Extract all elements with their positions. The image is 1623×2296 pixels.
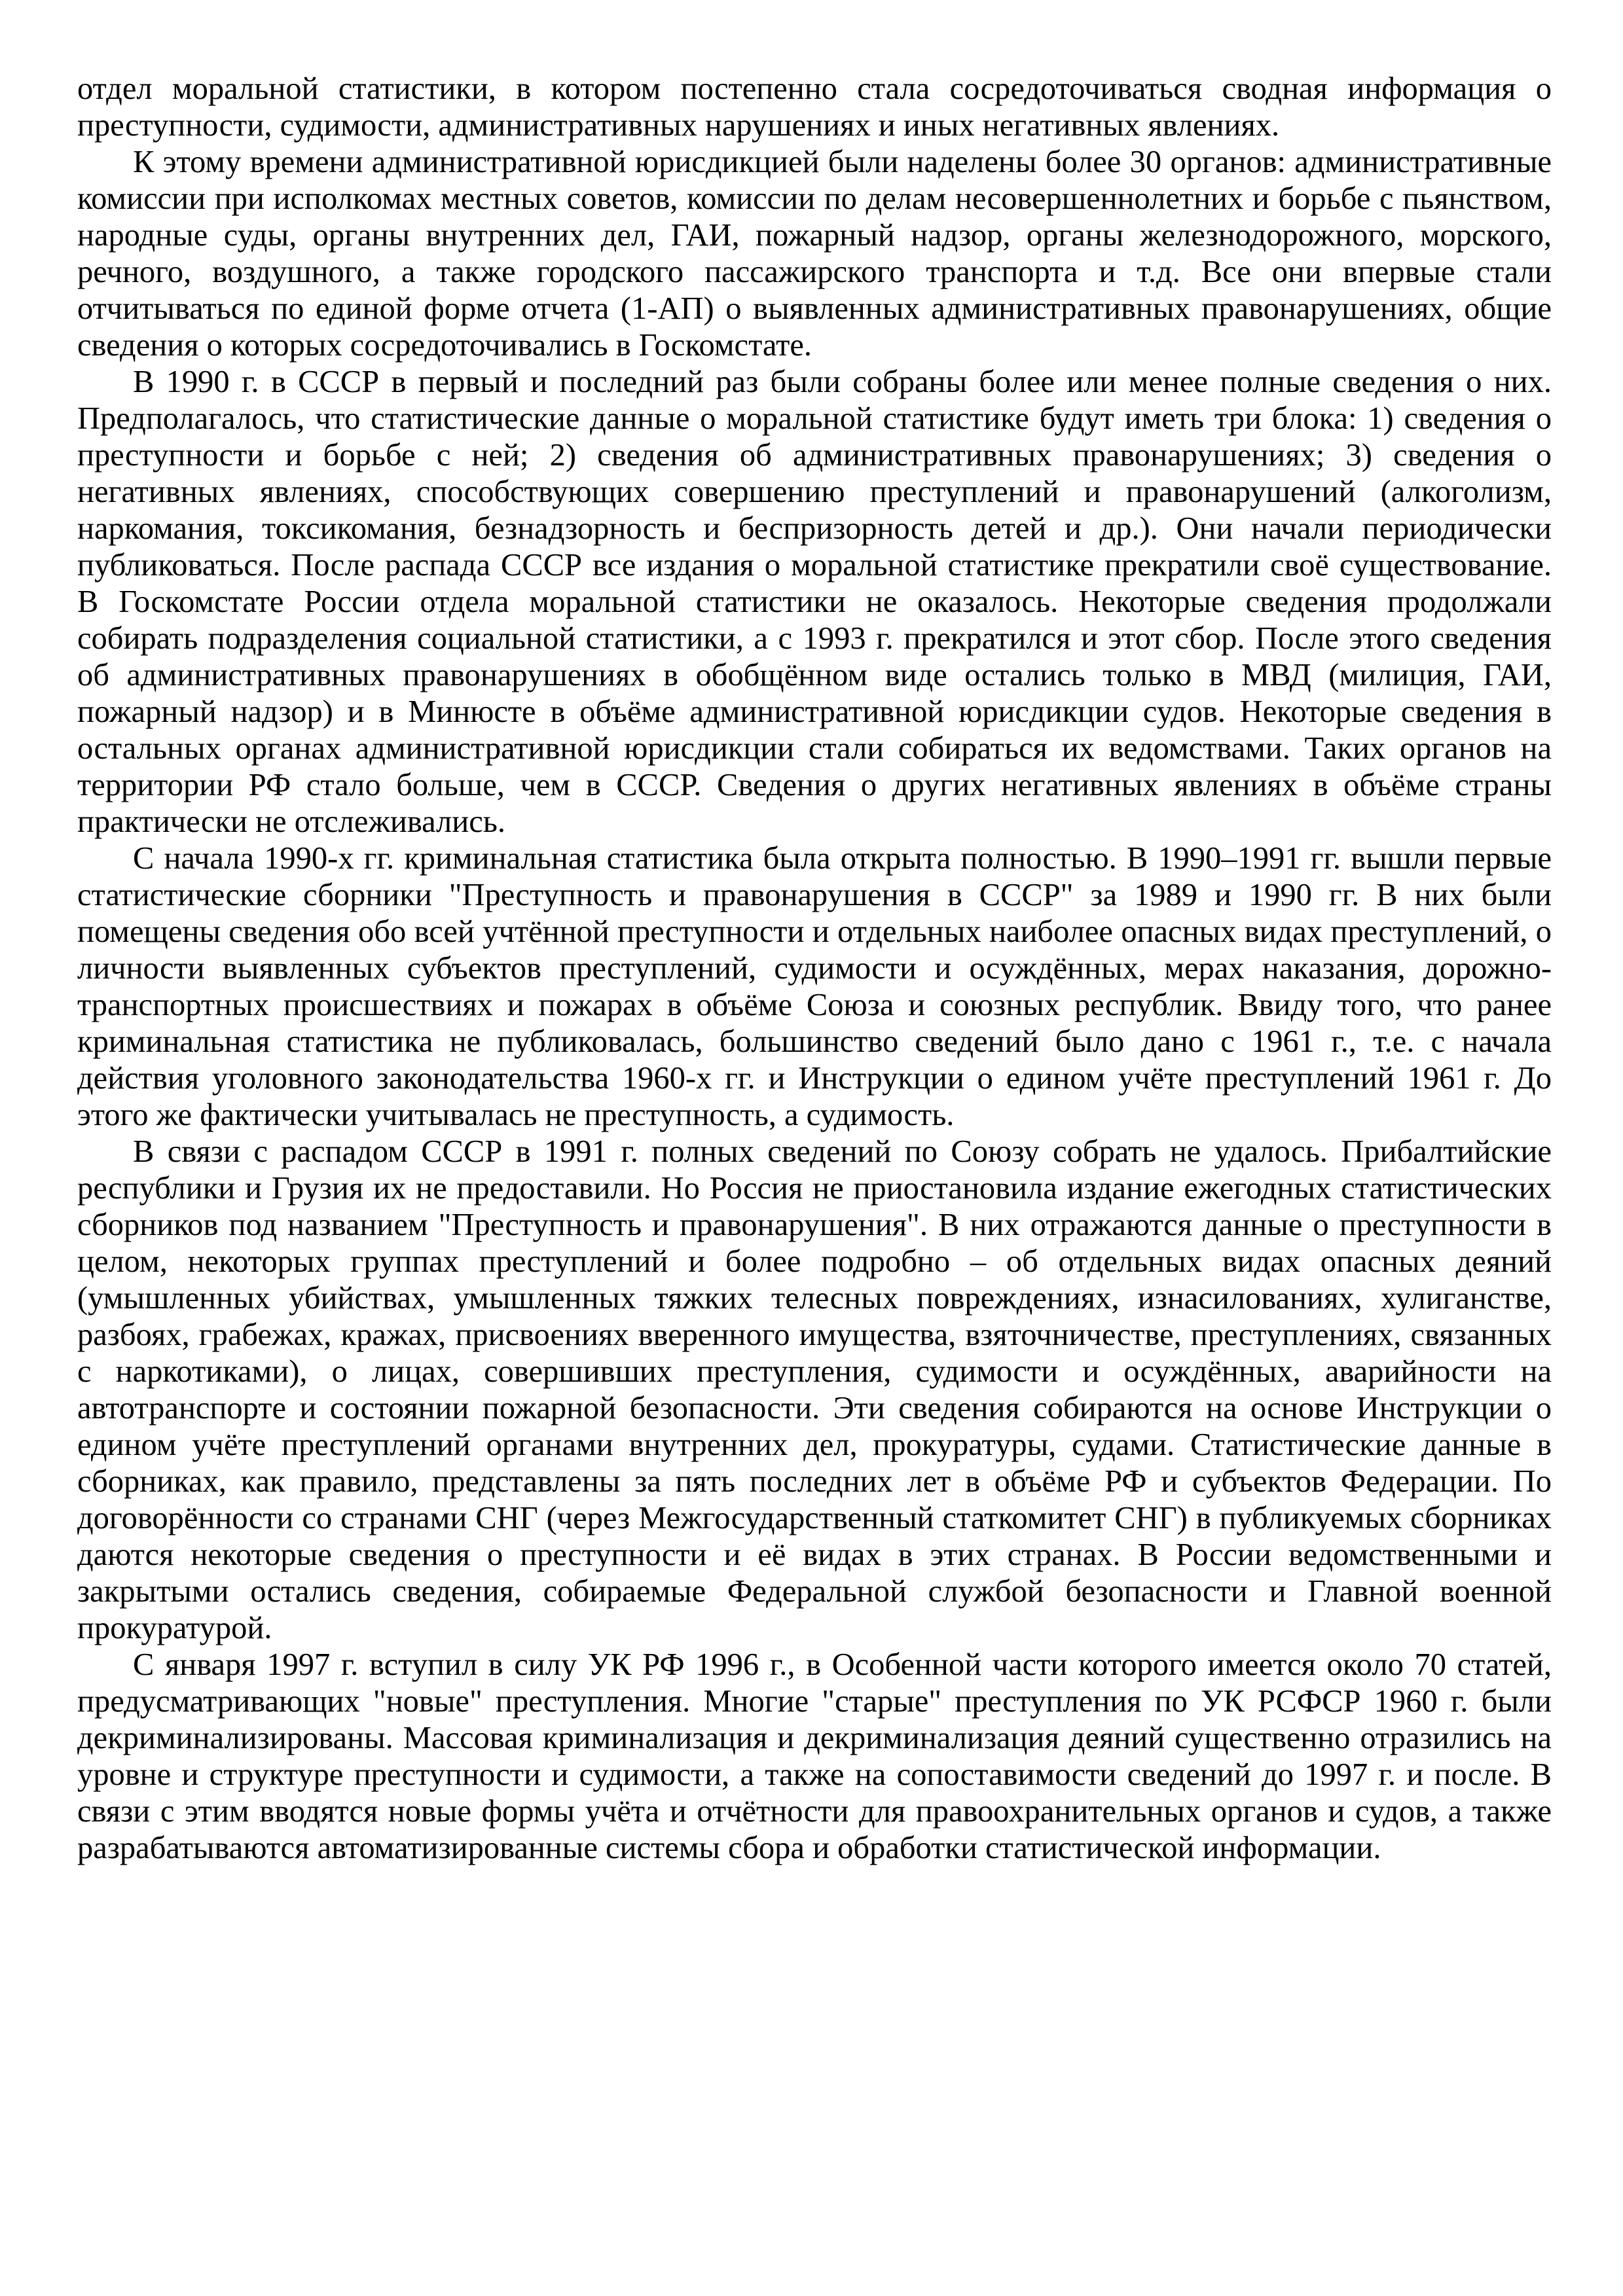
paragraph-administrative-jurisdiction: К этому времени административной юрисдикцией были наделены более 30 органов: административные комиссии при исполкомах местных советов, комиссии по делам несовершеннолетних и борьбе с пьянством, народные суды, органы внутренних дел, ГАИ, пожарный надзор, органы железнодорожного, морского, речного, воздушного, а также городского пассажирского транспорта и т.д. Все они впервые стали отчитываться по единой форме отчета (1-АП) о выявленных административных правонарушениях, общие сведения о которых сосредоточивались в Госкомстате. <box>77 145 1552 363</box>
paragraph-criminal-code-1997: С января 1997 г. вступил в силу УК РФ 1996 г., в Особенной части которого имеется около 70 статей, предусматривающих "новые" преступления. Многие "старые" преступления по УК РСФСР 1960 г. были декриминализированы. Массовая криминализация и декриминализация деяний существенно отразились на уровне и структуре преступности и судимости, а также на сопоставимости сведений до 1997 г. и после. В связи с этим вводятся новые формы учёта и отчётности для правоохранительных органов и судов, а также разрабатываются автоматизированные системы сбора и обработки статистической информации. <box>77 1647 1552 1865</box>
paragraph-continuation: отдел моральной статистики, в котором постепенно стала сосредоточиваться сводная информация о преступности, судимости, административных нарушениях и иных негативных явлениях. <box>77 71 1552 143</box>
paragraph-ussr-collapse: В связи с распадом СССР в 1991 г. полных сведений по Союзу собрать не удалось. Прибалтийские республики и Грузия их не предоставили. Но Россия не приостановила издание ежегодных статистических сборников под названием "Преступность и правонарушения". В них отражаются данные о преступности в целом, некоторых группах преступлений и более подробно – об отдельных видах опасных деяний (умышленных убийствах, умышленных тяжких телесных повреждениях, изнасилованиях, хулиганстве, разбоях, грабежах, кражах, присвоениях вверенного имущества, взяточничестве, преступлениях, связанных с наркотиками), о лицах, совершивших преступления, судимости и осуждённых, аварийности на автотранспорте и состоянии пожарной безопасности. Эти сведения собираются на основе Инструкции о едином учёте преступлений органами внутренних дел, прокуратуры, судами. Статистические данные в сборниках, как правило, представлены за пять последних лет в объёме РФ и субъектов Федерации. По договорённости со странами СНГ (через Межгосударственный статкомитет СНГ) в публикуемых сборниках даются некоторые сведения о преступности и её видах в этих странах. В России ведомственными и закрытыми остались сведения, собираемые Федеральной службой безопасности и Главной военной прокуратурой. <box>77 1134 1552 1645</box>
paragraph-1990-statistics: В 1990 г. в СССР в первый и последний раз были собраны более или менее полные сведения о них. Предполагалось, что статистические данные о моральной статистике будут иметь три блока: 1) сведения о преступности и борьбе с ней; 2) сведения об административных правонарушениях; 3) сведения о негативных явлениях, способствующих совершению преступлений и правонарушений (алкоголизм, наркомания, токсикомания, безнадзорность и беспризорность детей и др.). Они начали периодически публиковаться. После распада СССР все издания о моральной статистике прекратили своё существование. В Госкомстате России отдела моральной статистики не оказалось. Некоторые сведения продолжали собирать подразделения социальной статистики, а с 1993 г. прекратился и этот сбор. После этого сведения об административных правонарушениях в обобщённом виде остались только в МВД (милиция, ГАИ, пожарный надзор) и в Минюсте в объёме административной юрисдикции судов. Некоторые сведения в остальных органах административной юрисдикции стали собираться их ведомствами. Таких органов на территории РФ стало больше, чем в СССР. Сведения о других негативных явлениях в объёме страны практически не отслеживались. <box>77 365 1552 839</box>
paragraph-criminal-statistics-opened: С начала 1990-х гг. криминальная статистика была открыта полностью. В 1990–1991 гг. вышли первые статистические сборники "Преступность и правонарушения в СССР" за 1989 и 1990 гг. В них были помещены сведения обо всей учтённой преступности и отдельных наиболее опасных видах преступлений, о личности выявленных субъектов преступлений, судимости и осуждённых, мерах наказания, дорожно-транспортных происшествиях и пожарах в объёме Союза и союзных республик. Ввиду того, что ранее криминальная статистика не публиковалась, большинство сведений было дано с 1961 г., т.е. с начала действия уголовного законодательства 1960-х гг. и Инструкции о едином учёте преступлений 1961 г. До этого же фактически учитывалась не преступность, а судимость. <box>77 841 1552 1132</box>
document-page <box>77 71 1552 1867</box>
